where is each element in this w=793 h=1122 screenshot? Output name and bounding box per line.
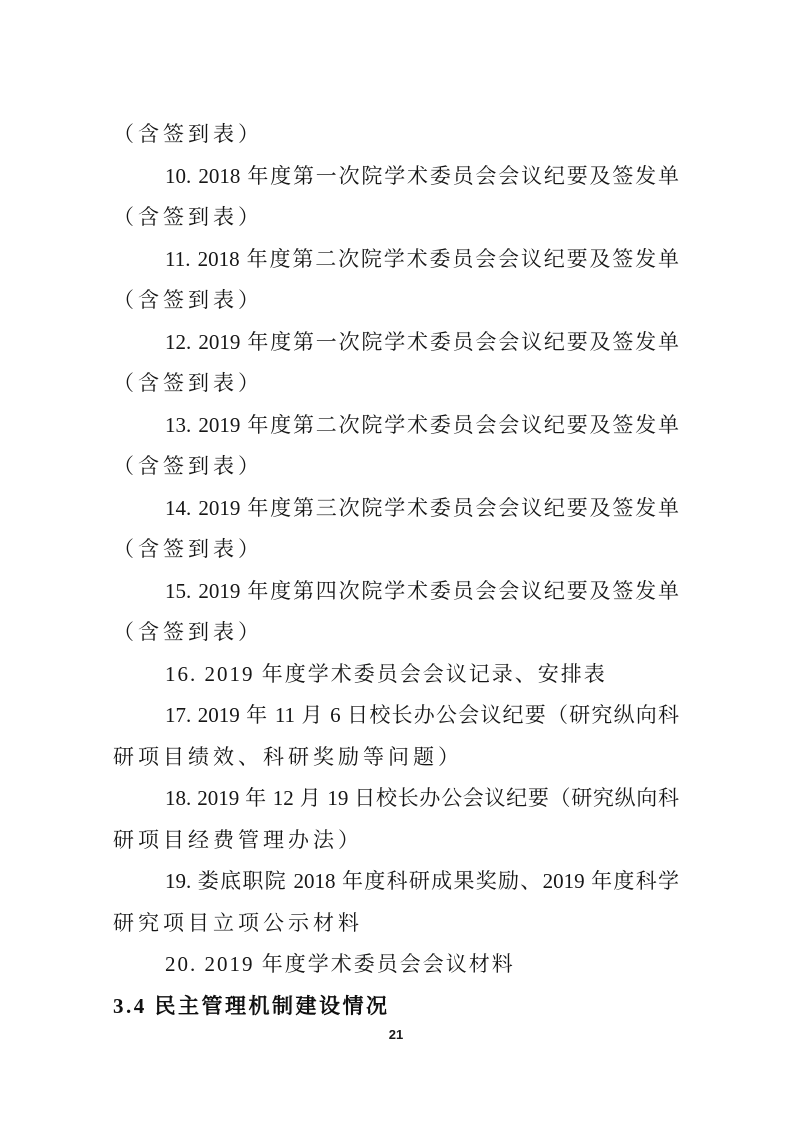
doc-continuation-sign-in-note: （含签到表） bbox=[113, 288, 263, 312]
doc-item-11: 11. 2018 年度第二次院学术委员会会议纪要及签发单 bbox=[165, 246, 679, 271]
doc-item-17-continuation: 研项目绩效、科研奖励等问题） bbox=[113, 744, 463, 769]
doc-item-12: 12. 2019 年度第一次院学术委员会会议纪要及签发单 bbox=[165, 329, 679, 354]
doc-item-10: 10. 2018 年度第一次院学术委员会会议纪要及签发单 bbox=[165, 163, 679, 188]
section-heading-3-4: 3.4 民主管理机制建设情况 bbox=[113, 993, 390, 1018]
doc-item-18: 18. 2019 年 12 月 19 日校长办公会议纪要（研究纵向科 bbox=[165, 786, 679, 810]
document-body bbox=[113, 114, 679, 1042]
doc-continuation-sign-in-note: （含签到表） bbox=[113, 454, 263, 478]
doc-continuation-sign-in-note: （含签到表） bbox=[113, 620, 263, 644]
doc-continuation-sign-in-note: （含签到表） bbox=[113, 371, 263, 395]
doc-item-19: 19. 娄底职院 2018 年度科研成果奖励、2019 年度科学 bbox=[165, 869, 679, 893]
doc-item-16: 16. 2019 年度学术委员会会议记录、安排表 bbox=[165, 661, 607, 686]
page-number: 21 bbox=[388, 1027, 404, 1042]
doc-item-18-continuation: 研项目经费管理办法） bbox=[113, 827, 363, 852]
doc-continuation-sign-in-note: （含签到表） bbox=[113, 122, 263, 146]
doc-item-15: 15. 2019 年度第四次院学术委员会会议纪要及签发单 bbox=[165, 578, 679, 603]
doc-item-14: 14. 2019 年度第三次院学术委员会会议纪要及签发单 bbox=[165, 495, 679, 520]
doc-item-17: 17. 2019 年 11 月 6 日校长办公会议纪要（研究纵向科 bbox=[165, 703, 679, 727]
doc-continuation-sign-in-note: （含签到表） bbox=[113, 537, 263, 561]
doc-item-13: 13. 2019 年度第二次院学术委员会会议纪要及签发单 bbox=[165, 412, 679, 437]
doc-item-20: 20. 2019 年度学术委员会会议材料 bbox=[165, 952, 515, 976]
doc-continuation-sign-in-note: （含签到表） bbox=[113, 205, 263, 229]
doc-item-19-continuation: 研究项目立项公示材料 bbox=[113, 910, 363, 935]
